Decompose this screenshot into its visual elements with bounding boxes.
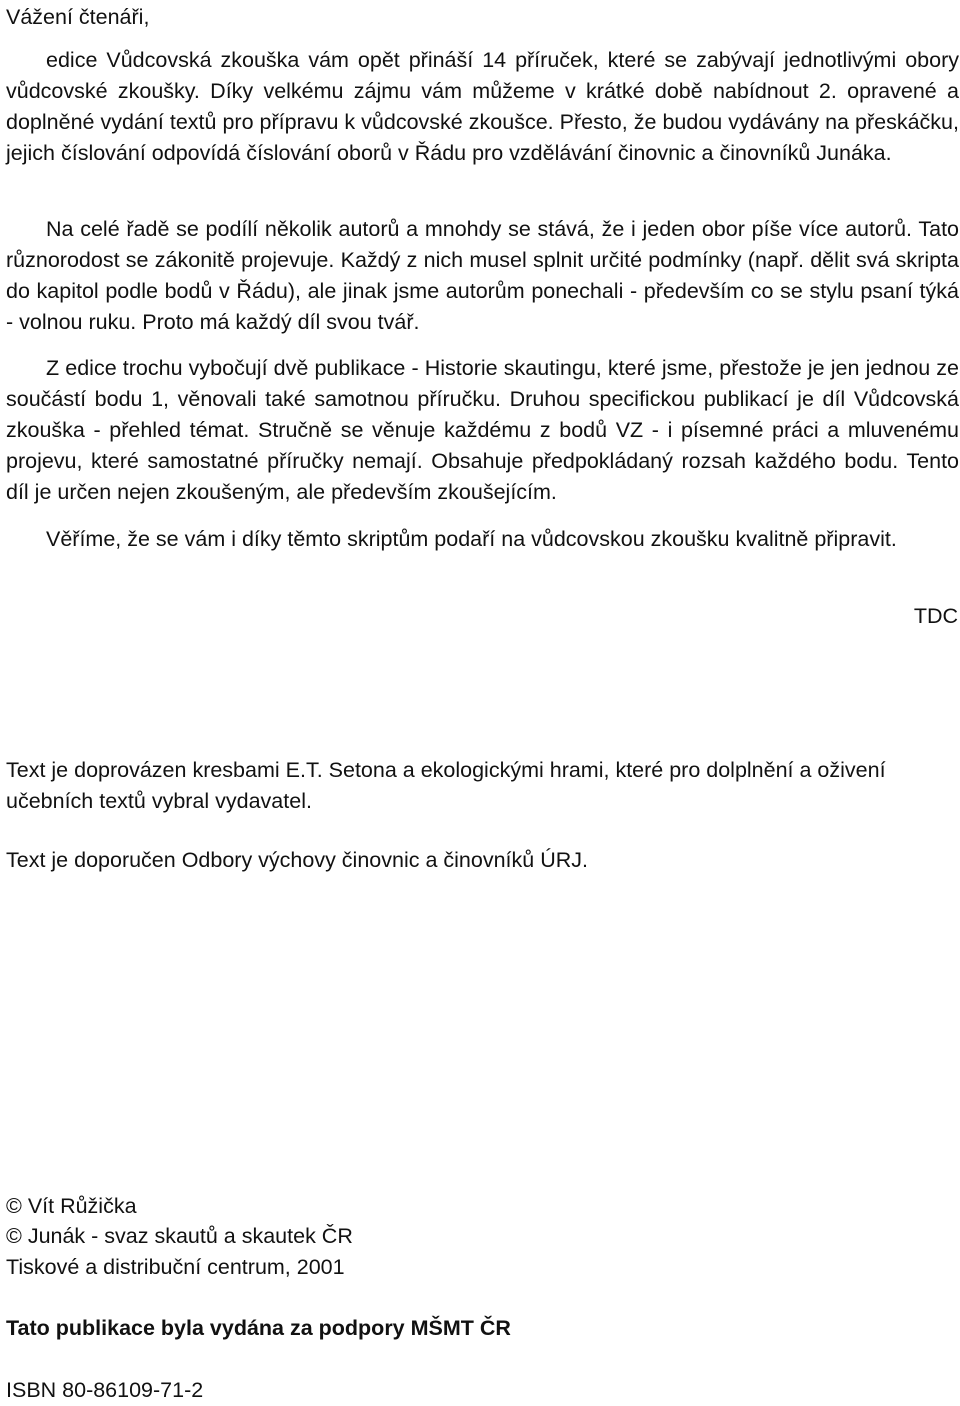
copyright-author: © Vít Růžička: [6, 1194, 137, 1218]
support-note: Tato publikace byla vydána za podpory MŠMT ČR: [6, 1316, 511, 1340]
closing-paragraph: Věříme, že se vám i díky těmto skriptům podaří na vůdcovskou zkoušku kvalitně připravit.: [46, 527, 897, 551]
illustrations-note: Text je doprovázen kresbami E.T. Setona a ekologickými hrami, které pro dolplnění a oživení učebních textů vybral vydavatel.: [6, 758, 886, 813]
greeting: Vážení čtenáři,: [6, 5, 150, 29]
recommendation-note: Text je doporučen Odbory výchovy činovnic a činovníků ÚRJ.: [6, 848, 588, 872]
publications-paragraph: Z edice trochu vybočují dvě publikace - Historie skautingu, které jsme, přestože je jen jednou ze součástí bodu 1, věnovali také samotnou příručku. Druhou specifickou publikací je díl Vůdcovská zkouška - přehled témat. Stručně se věnuje každému z bodů VZ - i písemné práci a mluvenému projevu, které samostatné příručky nemají. Obsahuje předpokládaný rozsah každého bodu. Tento díl je určen nejen zkoušeným, ale především zkoušejícím.: [6, 356, 959, 504]
intro-paragraph: edice Vůdcovská zkouška vám opět přináší 14 příruček, které se zabývají jednotlivými obory vůdcovské zkoušky. Díky velkému zájmu vám můžeme v krátké době nabídnout 2. opravené a doplněné vydání textů pro přípravu k vůdcovské zkoušce. Přesto, že budou vydávány na přeskáčku, jejich číslování odpovídá číslování oborů v Řádu pro vzdělávání činovnic a činovníků Junáka.: [6, 48, 959, 165]
signature: TDC: [913, 604, 958, 628]
isbn: ISBN 80-86109-71-2: [6, 1378, 204, 1402]
authors-paragraph: Na celé řadě se podílí několik autorů a mnohdy se stává, že i jeden obor píše více autorů. Tato různorodost se zákonitě projevuje. Každý z nich musel splnit určité podmínky (např. dělit svá skripta do kapitol podle bodů v Řádu), ale jinak jsme autorům ponechali - především co se stylu psaní týká - volnou ruku. Proto má každý díl svou tvář.: [6, 217, 959, 334]
copyright-organization: © Junák - svaz skautů a skautek ČR: [6, 1224, 353, 1248]
publisher-line: Tiskové a distribuční centrum, 2001: [6, 1255, 345, 1279]
